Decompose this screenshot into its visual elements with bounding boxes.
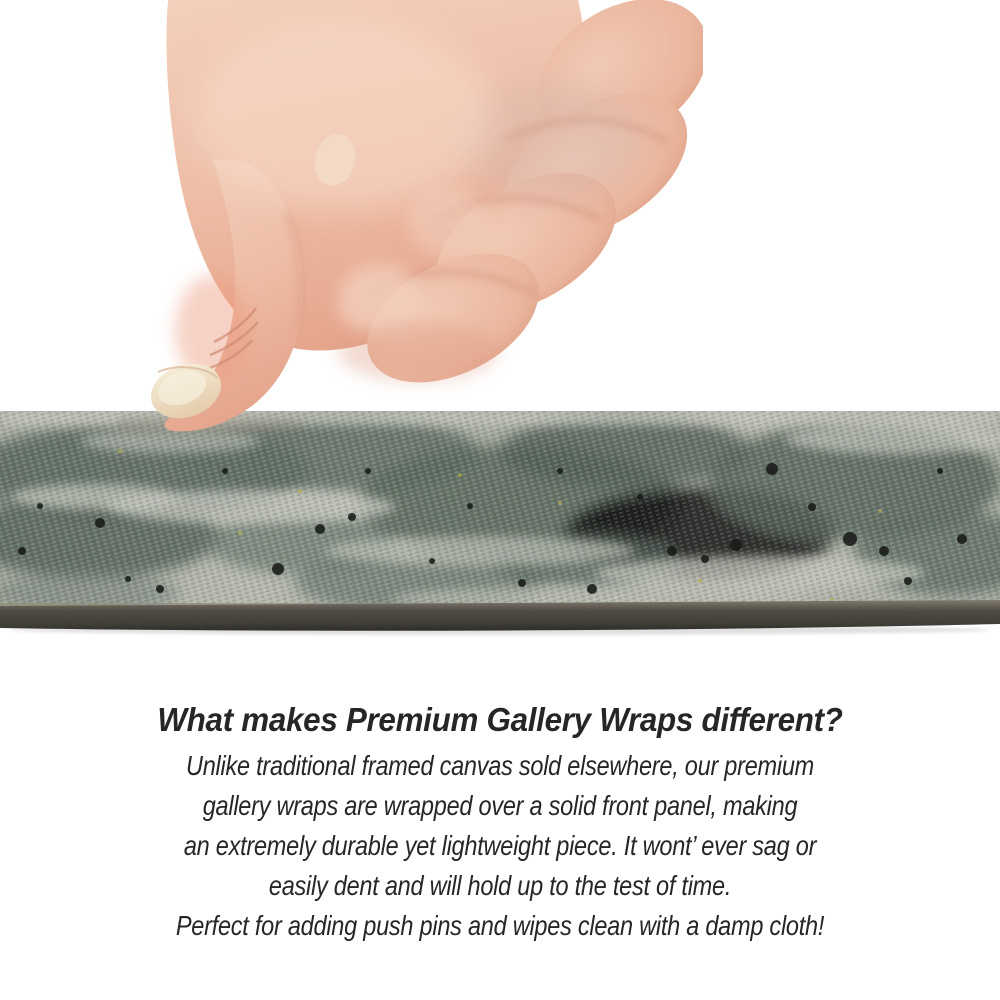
body-line-4: easily dent and will hold up to the test of time. <box>268 870 732 901</box>
heading: What makes Premium Gallery Wraps different? <box>157 701 843 738</box>
marketing-text-block <box>50 698 950 946</box>
body-line-1: Unlike traditional framed canvas sold elsewhere, our premium <box>185 750 815 781</box>
canvas-edge-photo <box>0 411 1000 637</box>
body-line-2: gallery wraps are wrapped over a solid front panel, making <box>202 790 798 821</box>
hand-photo <box>118 0 703 442</box>
body-line-3: an extremely durable yet lightweight piece. It wont’ ever sag or <box>183 830 817 861</box>
palm-highlight <box>193 20 493 210</box>
canvas-panel-bottom-edge <box>0 600 1000 635</box>
body-line-5: Perfect for adding push pins and wipes clean with a damp cloth! <box>175 910 825 941</box>
